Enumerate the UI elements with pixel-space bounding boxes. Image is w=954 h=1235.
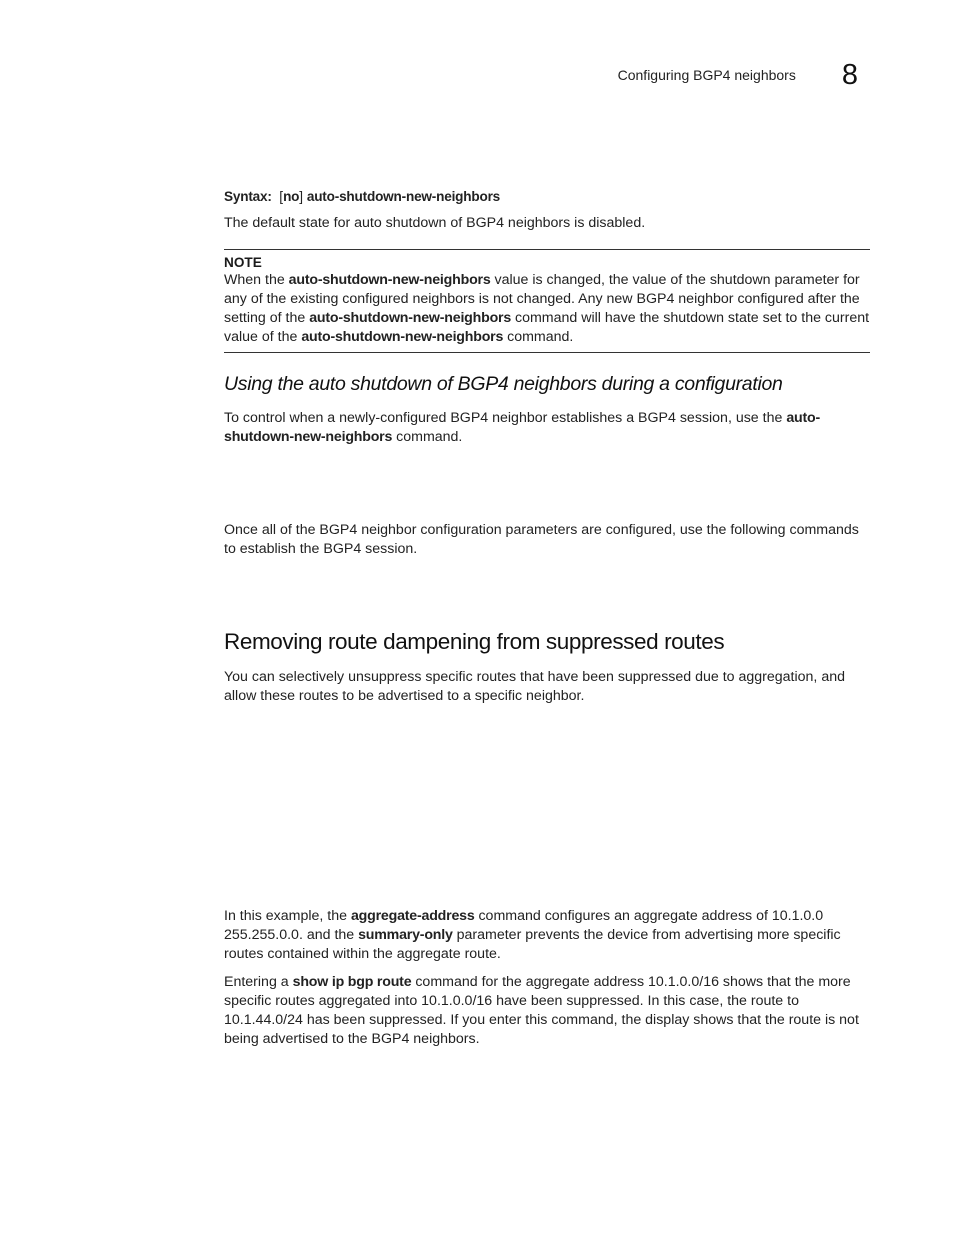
inline-command: show ip bgp route <box>292 974 412 990</box>
chapter-number: 8 <box>841 59 858 91</box>
note-command: auto-shutdown-new-neighbors <box>301 329 504 345</box>
syntax-command: auto-shutdown-new-neighbors <box>306 189 501 204</box>
note-text-part: command. <box>503 329 574 345</box>
paragraph-text-part: parameter prevents the device from advertising more specific routes contained within the aggregate route. <box>224 927 841 962</box>
example-paragraph <box>224 907 870 964</box>
syntax-close-bracket: ] <box>299 189 304 204</box>
syntax-open-bracket: [ <box>279 189 284 204</box>
page-header <box>618 56 858 90</box>
syntax-keyword-no: no <box>283 189 300 204</box>
inline-command: auto-shutdown-new-neighbors <box>224 410 820 445</box>
paragraph-text-part: command. <box>392 429 463 445</box>
subsection-heading: Using the auto shutdown of BGP4 neighbors during a configuration <box>224 373 783 395</box>
paragraph-text-part: command configures an aggregate address of 10.1.0.0 255.255.0.0. and the <box>224 908 824 943</box>
paragraph-text-part: Entering a <box>224 974 293 990</box>
paragraph-text-part: To control when a newly-configured BGP4 neighbor establishes a BGP4 session, use the <box>224 410 787 426</box>
syntax-label: Syntax: <box>224 189 272 204</box>
note-command: auto-shutdown-new-neighbors <box>309 310 512 326</box>
control-paragraph <box>224 409 870 447</box>
note-text-part: When the <box>224 272 289 288</box>
unsuppress-paragraph: You can selectively unsuppress specific routes that have been suppressed due to aggregation, and allow these routes to be advertised to a specific neighbor. <box>224 669 845 704</box>
note-command: auto-shutdown-new-neighbors <box>288 272 491 288</box>
note-label: NOTE <box>224 255 262 270</box>
section-heading: Removing route dampening from suppressed routes <box>224 629 725 654</box>
inline-command: aggregate-address <box>350 908 475 924</box>
running-header-title: Configuring BGP4 neighbors <box>617 67 796 83</box>
note-box <box>224 249 870 353</box>
show-route-paragraph <box>224 973 870 1049</box>
note-text-part: command will have the shutdown state set to the current value of the <box>224 310 870 345</box>
note-text-part: value is changed, the value of the shutdown parameter for any of the existing configured neighbors is not changed. Any new BGP4 neighbor configured after the setting of the <box>224 272 860 326</box>
note-text <box>224 271 870 347</box>
establish-session-paragraph: Once all of the BGP4 neighbor configuration parameters are configured, use the following commands to establish the BGP4 session. <box>224 522 859 557</box>
paragraph-text-part: In this example, the <box>224 908 351 924</box>
default-state-paragraph: The default state for auto shutdown of BGP4 neighbors is disabled. <box>224 215 646 231</box>
paragraph-text-part: command for the aggregate address 10.1.0.0/16 shows that the more specific routes aggregated into 10.1.0.0/16 have been suppressed. In this case, the route to 10.1.44.0/24 has been suppressed. If you enter this command, the display shows that the route is not being advertised to the BGP4 neighbors. <box>224 974 859 1047</box>
syntax-line <box>224 187 870 206</box>
inline-command: summary-only <box>358 927 453 943</box>
